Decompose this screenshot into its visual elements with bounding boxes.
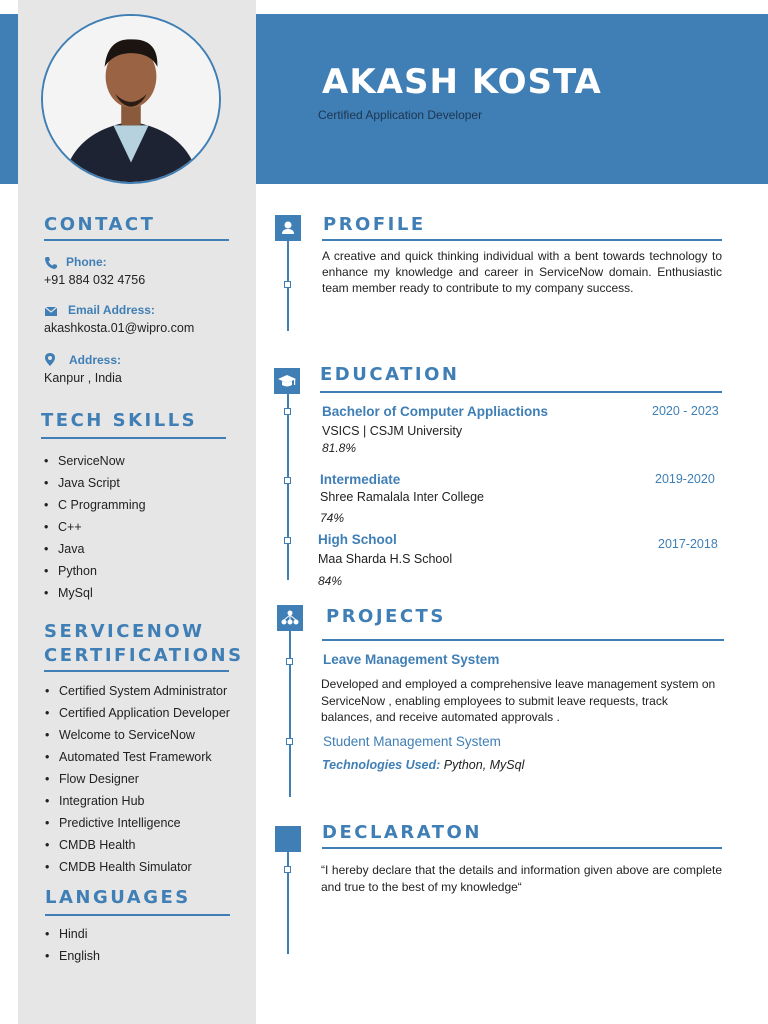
education-degree: Bachelor of Computer Appliactions (322, 404, 549, 419)
timeline-node (286, 658, 293, 665)
list-item: • Certified Application Developer (45, 706, 230, 728)
declaration-heading: DECLARATON (322, 822, 482, 843)
declaration-rule (322, 847, 722, 849)
declaration-text: “I hereby declare that the details and information given above are complete and true to the best of my knowledge“ (321, 863, 722, 894)
education-score: 81.8% (322, 441, 357, 455)
email-icon (44, 304, 58, 318)
list-item: • CMDB Health (45, 838, 230, 860)
education-degree: Intermediate (320, 472, 401, 487)
project-title: Leave Management System (323, 652, 500, 667)
education-school: Shree Ramalala Inter College (320, 490, 484, 504)
tech-skills-list (44, 454, 146, 608)
list-item: • ServiceNow (44, 454, 146, 476)
list-item: • Python (44, 564, 146, 586)
list-item: • Predictive Intelligence (45, 816, 230, 838)
timeline-node (286, 738, 293, 745)
technologies-used (322, 758, 524, 772)
technologies-label: Technologies Used: (322, 758, 441, 772)
projects-heading: PROJECTS (326, 606, 446, 627)
list-item: • CMDB Health Simulator (45, 860, 230, 882)
candidate-name: AKASH KOSTA (322, 62, 602, 102)
list-item: • Flow Designer (45, 772, 230, 794)
languages-list (45, 927, 100, 971)
education-years: 2019-2020 (655, 472, 715, 486)
tech-skills-heading: TECH SKILLS (41, 410, 198, 431)
declaration-icon (275, 826, 301, 852)
project-description: Developed and employed a comprehensive leave management system on ServiceNow , enabling employees to submit leave requests, track balances, and receive automated approvals . (321, 677, 716, 724)
projects-rule (322, 639, 724, 641)
certifications-rule (44, 670, 229, 672)
list-item: • Certified System Administrator (45, 684, 230, 706)
contact-rule (44, 239, 229, 241)
education-years: 2020 - 2023 (652, 404, 719, 418)
list-item: • Automated Test Framework (45, 750, 230, 772)
profile-rule (322, 239, 722, 241)
list-item: • C Programming (44, 498, 146, 520)
address-value: Kanpur , India (44, 371, 122, 385)
education-timeline (287, 394, 289, 580)
person-portrait-icon (43, 16, 219, 182)
location-pin-icon (43, 352, 57, 366)
email-label: Email Address: (68, 303, 155, 317)
phone-value[interactable]: +91 884 032 4756 (44, 273, 146, 287)
tech-skills-rule (41, 437, 226, 439)
timeline-node (284, 477, 291, 484)
certifications-heading-line2: CERTIFICATIONS (44, 645, 244, 666)
contact-heading: CONTACT (44, 214, 156, 235)
network-icon (277, 605, 303, 631)
languages-rule (45, 914, 230, 916)
address-label: Address: (69, 353, 122, 367)
list-item: • C++ (44, 520, 146, 542)
education-degree: High School (318, 532, 397, 547)
list-item: • Java Script (44, 476, 146, 498)
timeline-node (284, 408, 291, 415)
technologies-value: Python, MySql (440, 758, 525, 772)
education-rule (320, 391, 722, 393)
project-title: Student Management System (323, 734, 501, 749)
profile-text: A creative and quick thinking individual with a bent towards technology to enhance my knowledge and career in ServiceNow domain. Enthusiastic team member ready to contribute to my company success. (322, 249, 722, 295)
candidate-title: Certified Application Developer (318, 108, 483, 122)
timeline-node (284, 537, 291, 544)
education-school: VSICS | CSJM University (322, 424, 463, 438)
list-item: • Welcome to ServiceNow (45, 728, 230, 750)
education-score: 74% (320, 511, 345, 525)
timeline-node (284, 866, 291, 873)
phone-icon (44, 256, 58, 270)
education-years: 2017-2018 (658, 537, 718, 551)
list-item: • English (45, 949, 100, 971)
languages-heading: LANGUAGES (45, 887, 191, 908)
user-icon (275, 215, 301, 241)
list-item: • Java (44, 542, 146, 564)
profile-heading: PROFILE (323, 214, 426, 235)
education-school: Maa Sharda H.S School (318, 552, 453, 566)
email-value[interactable]: akashkosta.01@wipro.com (44, 321, 195, 335)
list-item: • Integration Hub (45, 794, 230, 816)
graduation-cap-icon (274, 368, 300, 394)
profile-photo (41, 14, 221, 184)
certifications-heading-line1: SERVICENOW (44, 621, 205, 642)
education-heading: EDUCATION (320, 364, 460, 385)
education-score: 84% (318, 574, 343, 588)
phone-label: Phone: (66, 255, 107, 269)
projects-timeline (289, 631, 291, 797)
list-item: • MySql (44, 586, 146, 608)
list-item: • Hindi (45, 927, 100, 949)
timeline-node (284, 281, 291, 288)
certifications-list (45, 684, 230, 882)
